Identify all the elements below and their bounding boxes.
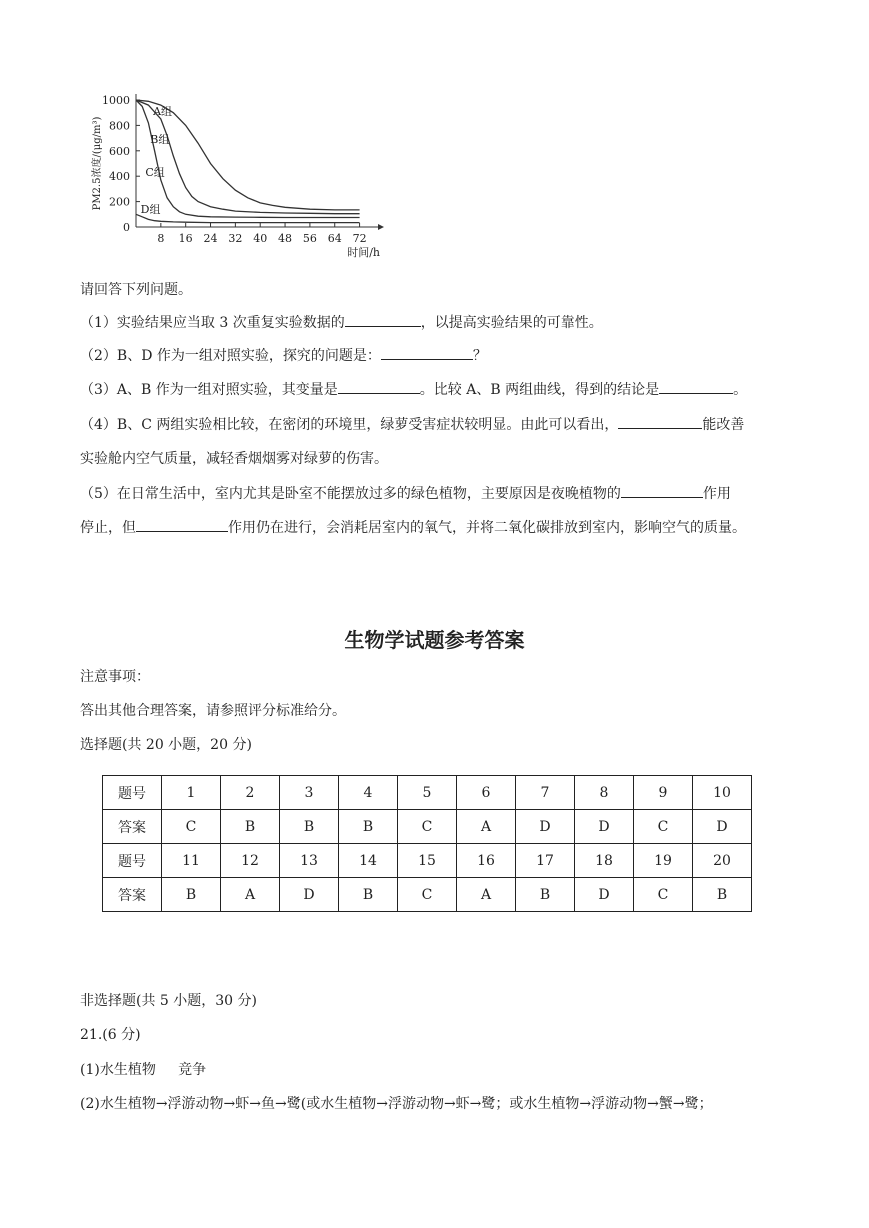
table-cell: C <box>398 878 457 912</box>
note-text: 答出其他合理答案，请参照评分标准给分。 <box>80 703 346 719</box>
table-cell: 17 <box>516 844 575 878</box>
note-heading: 注意事项： <box>80 669 150 685</box>
question-3: （3）A、B 作为一组对照实验，其变量是 。比较 A、B 两组曲线，得到的结论是 。 <box>80 382 748 398</box>
question-5: （5）在日常生活中，室内尤其是卧室不能摆放过多的绿色植物，主要原因是夜晚植物的 作用 <box>80 486 731 502</box>
question-5-cont: 停止，但 作用仍在进行，会消耗居室内的氧气，并将二氧化碳排放到室内，影响空气的质量。 <box>80 520 746 536</box>
x-axis-label: 时间/h <box>347 246 380 259</box>
table-cell: 14 <box>339 844 398 878</box>
nonchoice-heading: 非选择题(共 5 小题，30 分) <box>80 993 257 1009</box>
table-cell: 16 <box>457 844 516 878</box>
table-cell: 19 <box>634 844 693 878</box>
table-cell: B <box>516 878 575 912</box>
answer-blank[interactable] <box>659 381 733 394</box>
table-cell: 2 <box>221 776 280 810</box>
pm25-chart <box>86 86 386 261</box>
table-cell: B <box>339 878 398 912</box>
table-row <box>103 878 752 912</box>
row-header-cell: 题号 <box>103 844 162 878</box>
y-tick-label: 800 <box>109 119 130 133</box>
x-tick-label: 72 <box>352 232 367 245</box>
x-tick-label: 32 <box>228 232 243 245</box>
table-cell: 10 <box>693 776 752 810</box>
table-row <box>103 844 752 878</box>
table-cell: D <box>575 810 634 844</box>
table-cell: A <box>221 878 280 912</box>
row-header-cell: 答案 <box>103 878 162 912</box>
x-tick-label: 64 <box>327 232 342 245</box>
table-row <box>103 776 752 810</box>
table-cell: 13 <box>280 844 339 878</box>
question-4-cont: 实验舱内空气质量，减轻香烟烟雾对绿萝的伤害。 <box>80 451 388 467</box>
table-cell: A <box>457 878 516 912</box>
y-tick-label: 1000 <box>102 94 130 107</box>
x-tick-label: 8 <box>157 232 165 245</box>
table-cell: C <box>398 810 457 844</box>
choice-heading: 选择题(共 20 小题，20 分) <box>80 737 252 753</box>
y-tick-label: 600 <box>109 144 130 158</box>
table-cell: 20 <box>693 844 752 878</box>
question-2: （2）B、D 作为一组对照实验，探究的问题是： ？ <box>80 348 487 364</box>
row-header-cell: 答案 <box>103 810 162 844</box>
x-tick-label: 40 <box>253 232 268 245</box>
q21-part2: (2)水生植物→浮游动物→虾→鱼→鹭(或水生植物→浮游动物→虾→鹭；或水生植物→浮游动物→蟹→鹭； <box>80 1096 713 1112</box>
table-cell: 5 <box>398 776 457 810</box>
x-tick-label: 48 <box>278 232 293 245</box>
y-tick-label: 200 <box>109 195 130 209</box>
intro-text: 请回答下列问题。 <box>80 282 192 298</box>
answer-blank[interactable] <box>338 381 420 394</box>
answers-title: 生物学试题参考答案 <box>344 628 525 652</box>
table-cell: D <box>516 810 575 844</box>
q21-heading: 21.(6 分) <box>80 1027 141 1043</box>
table-cell: 9 <box>634 776 693 810</box>
row-header-cell: 题号 <box>103 776 162 810</box>
table-cell: A <box>457 810 516 844</box>
table-cell: B <box>693 878 752 912</box>
y-tick-label: 400 <box>109 170 130 184</box>
series-line <box>136 214 360 222</box>
table-cell: 18 <box>575 844 634 878</box>
series-label: D组 <box>140 203 161 217</box>
series-label: A组 <box>153 105 173 119</box>
table-cell: D <box>693 810 752 844</box>
table-cell: 4 <box>339 776 398 810</box>
series-label: B组 <box>150 133 170 147</box>
table-cell: 7 <box>516 776 575 810</box>
x-tick-label: 56 <box>302 232 317 245</box>
table-cell: 11 <box>162 844 221 878</box>
table-cell: B <box>280 810 339 844</box>
x-tick-label: 16 <box>178 232 193 245</box>
table-cell: 3 <box>280 776 339 810</box>
x-tick-label: 24 <box>203 232 218 245</box>
table-cell: C <box>634 878 693 912</box>
table-row <box>103 810 752 844</box>
question-4: （4）B、C 两组实验相比较，在密闭的环境里，绿萝受害症状较明显。由此可以看出， 能改善 <box>80 417 745 433</box>
question-1: （1）实验结果应当取 3 次重复实验数据的 ，以提高实验结果的可靠性。 <box>80 315 603 331</box>
table-cell: D <box>575 878 634 912</box>
table-cell: 15 <box>398 844 457 878</box>
answer-blank[interactable] <box>381 347 473 360</box>
table-cell: 8 <box>575 776 634 810</box>
answer-blank[interactable] <box>345 314 421 327</box>
table-cell: B <box>221 810 280 844</box>
y-axis-label: PM2.5浓度/(μg/m³) <box>92 116 103 211</box>
table-cell: D <box>280 878 339 912</box>
answer-blank[interactable] <box>621 485 703 498</box>
table-cell: 6 <box>457 776 516 810</box>
table-cell: 12 <box>221 844 280 878</box>
answer-blank[interactable] <box>618 416 702 429</box>
x-axis-arrow <box>378 224 384 230</box>
answer-blank[interactable] <box>136 519 228 532</box>
table-cell: 1 <box>162 776 221 810</box>
table-cell: C <box>634 810 693 844</box>
table-cell: C <box>162 810 221 844</box>
series-label: C组 <box>145 166 165 180</box>
q21-part1: (1)水生植物 竞争 <box>80 1062 207 1078</box>
table-cell: B <box>339 810 398 844</box>
answer-table <box>102 775 752 912</box>
y-tick-label: 0 <box>123 221 130 234</box>
table-cell: B <box>162 878 221 912</box>
